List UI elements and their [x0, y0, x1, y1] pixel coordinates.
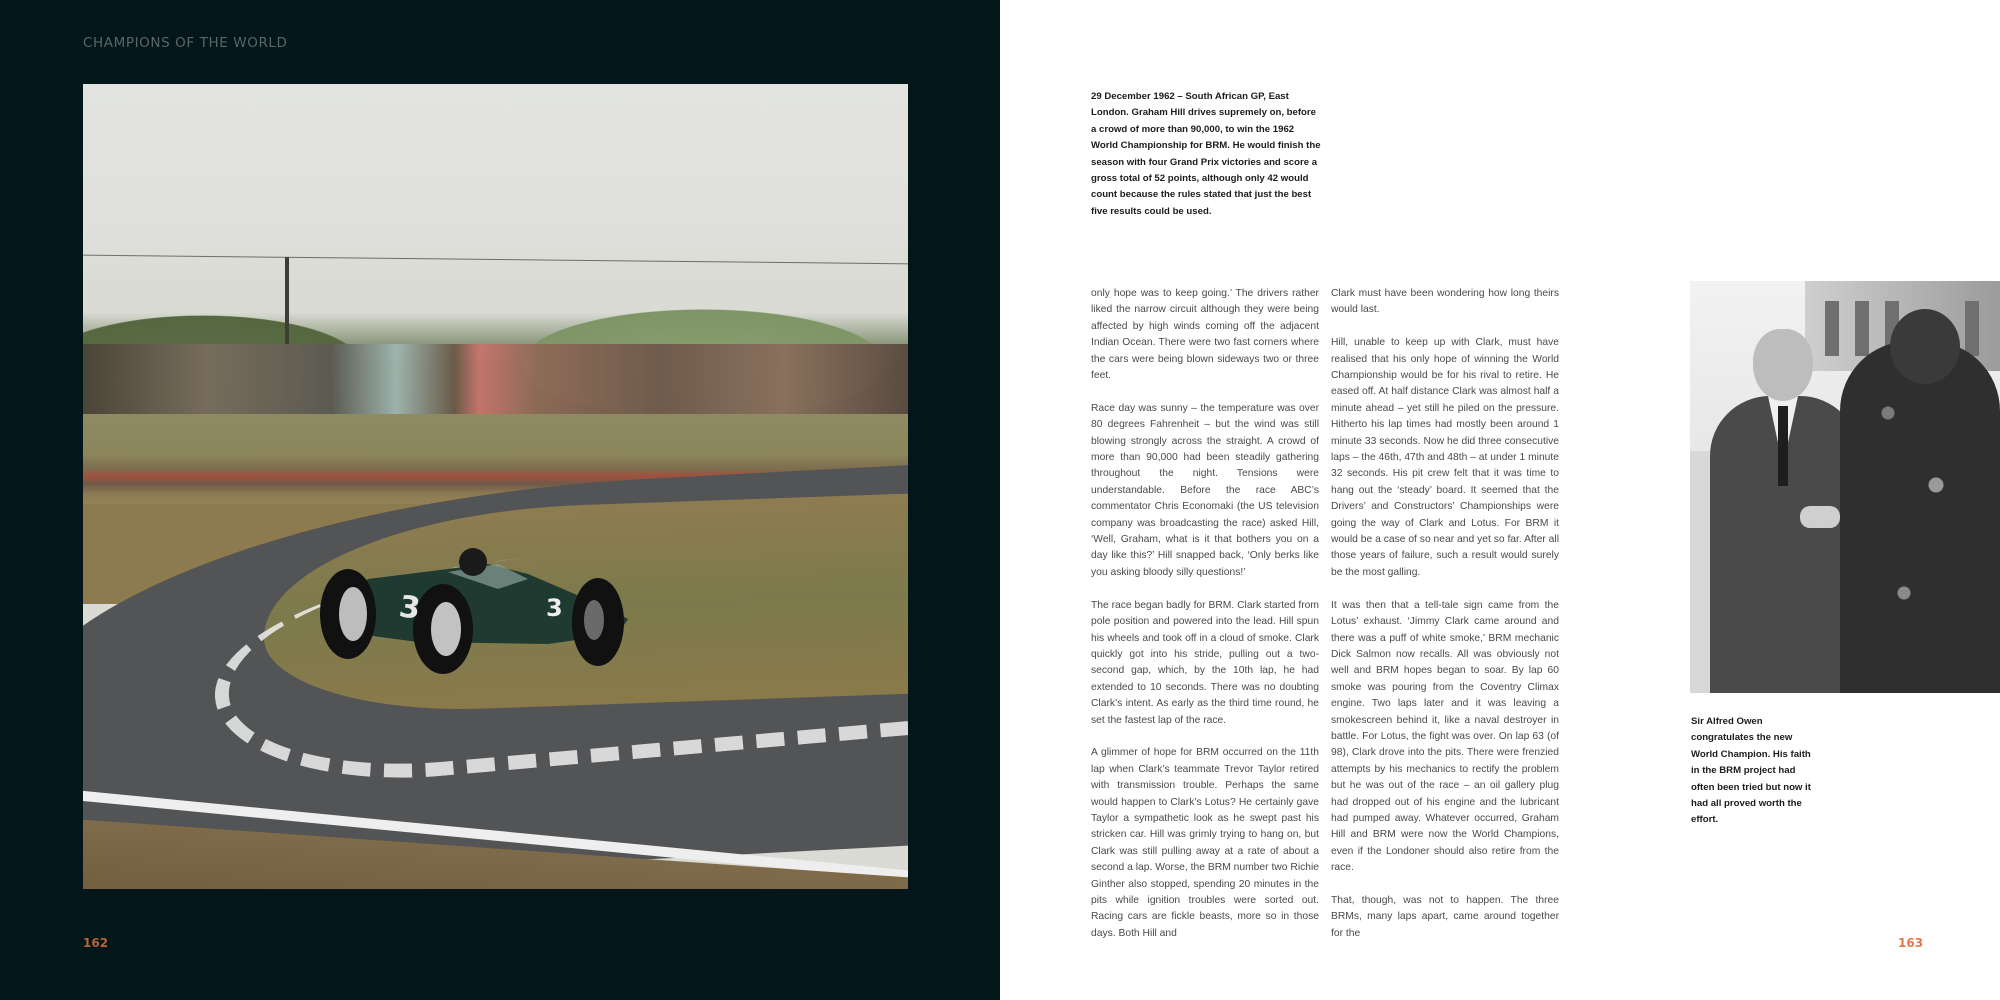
race-car-icon: [298, 534, 648, 674]
paragraph: Clark must have been wondering how long theirs would last.: [1331, 288, 1559, 316]
photo-grandstands: [83, 344, 908, 414]
paragraph: A glimmer of hope for BRM occurred on the 11th lap when Clark’s teammate Trevor Taylor retired with transmission trouble. Perhaps the same would happen to Clark’s Lotus? He certainly gave Taylor a sympathetic look as he swept past his stricken car. Hill was grimly trying to hang on, but Clark was still pulling away at a rate of about a second a lap. Worse, the BRM number two Richie Ginther also stopped, spending 20 minutes in the pits while ignition troubles were sorted out. Racing cars are fickle beasts, more so in those days. Both Hill and: [1091, 747, 1319, 939]
photo-window: [1855, 301, 1869, 356]
photo-window: [1825, 301, 1839, 356]
page-number-left: 162: [83, 936, 109, 950]
photo-owen-head: [1753, 329, 1813, 401]
photo-handshake: [1800, 506, 1840, 528]
svg-text:3: 3: [546, 594, 563, 622]
body-column-2: [1331, 286, 1559, 942]
paragraph: only hope was to keep going.’ The drivers rather liked the narrow circuit although they were being affected by high winds coming off the adjacent Indian Ocean. There were two fast corners where the cars were being blown sideways two or three feet.: [1091, 288, 1319, 382]
paragraph: Race day was sunny – the temperature was over 80 degrees Fahrenheit – but the wind was still blowing strongly across the straight. A crowd of more than 90,000 had been steadily gathering throughout the night. Tensions were understandable. Before the race ABC’s commentator Chris Economaki (the US television company was broadcasting the race) asked Hill, ‘Well, Graham, what is it that bothers you on a day like this?’ Hill snapped back, ‘Only berks like you asking bloody silly questions!’: [1091, 402, 1319, 578]
photo-tie: [1778, 406, 1788, 486]
photo-window: [1965, 301, 1979, 356]
running-head: CHAMPIONS OF THE WORLD: [83, 35, 288, 51]
lead-caption: 29 December 1962 – South African GP, East London. Graham Hill drives supremely on, before a crowd of more than 90,000, to win the 1962 World Championship for BRM. He would finish the season with four Grand Prix victories and score a gross total of 52 points, although only 42 would count because the rules stated that just the best five results could be used.: [1091, 91, 1321, 217]
paragraph: The race began badly for BRM. Clark started from pole position and powered into the lead. Hill spun his wheels and took off in a cloud of smoke. Clark quickly got into his stride, pulling out a two-second gap, which, by the 10th lap, he had extended to 10 seconds. There was no doubting Clark’s intent. As early as the third time round, he set the fastest lap of the race.: [1091, 599, 1319, 726]
owen-hill-photo: [1690, 281, 2000, 693]
photo-hill-head: [1890, 309, 1960, 384]
paragraph: Hill, unable to keep up with Clark, must have realised that his only hope of winning the World Championship would be for his rival to retire. He eased off. At half distance Clark was almost half a minute ahead – yet still he piled on the pressure. Hitherto his lap times had mostly been around 1 minute 33 seconds. Now he did three consecutive laps – the 46th, 47th and 48th – at under 1 minute 32 seconds. His pit crew felt that it was time to hang out the ‘steady’ board. It seemed that the Drivers’ and Constructors’ Championships were going the way of Clark and Lotus. For BRM it would be a case of so near and yet so far. After all those years of failure, such a result would surely be the most galling.: [1331, 337, 1559, 578]
svg-text:3: 3: [396, 589, 423, 627]
photo-caption: Sir Alfred Owen congratulates the new World Champion. His faith in the BRM project had often been tried but now it had all proved worth the effort.: [1691, 716, 1811, 826]
paragraph: That, though, was not to happen. The three BRMs, many laps apart, came around together for the: [1331, 894, 1559, 939]
body-column-1: [1091, 286, 1319, 942]
race-photo: [83, 84, 908, 889]
page-number-right: 163: [1898, 936, 1924, 950]
paragraph: It was then that a tell-tale sign came from the Lotus’ exhaust. ‘Jimmy Clark came around and there was a puff of white smoke,’ BRM mechanic Dick Salmon now recalls. All was obviously not well and BRM hopes began to soar. By lap 60 smoke was pouring from the Coventry Climax engine. Two laps later and it was leaving a smokescreen behind it, like a naval destroyer in battle. For Lotus, the fight was over. On lap 63 (of 98), Clark drove into the pits. There were frenzied attempts by his mechanics to rectify the problem but he was out of the race – an oil gallery plug had dropped out of his engine and the lubricant had pumped away. Whatever occurred, Graham Hill and BRM were now the World Champions, even if the Londoner should also retire from the race.: [1331, 599, 1559, 874]
photo-garland: [1840, 341, 2000, 693]
